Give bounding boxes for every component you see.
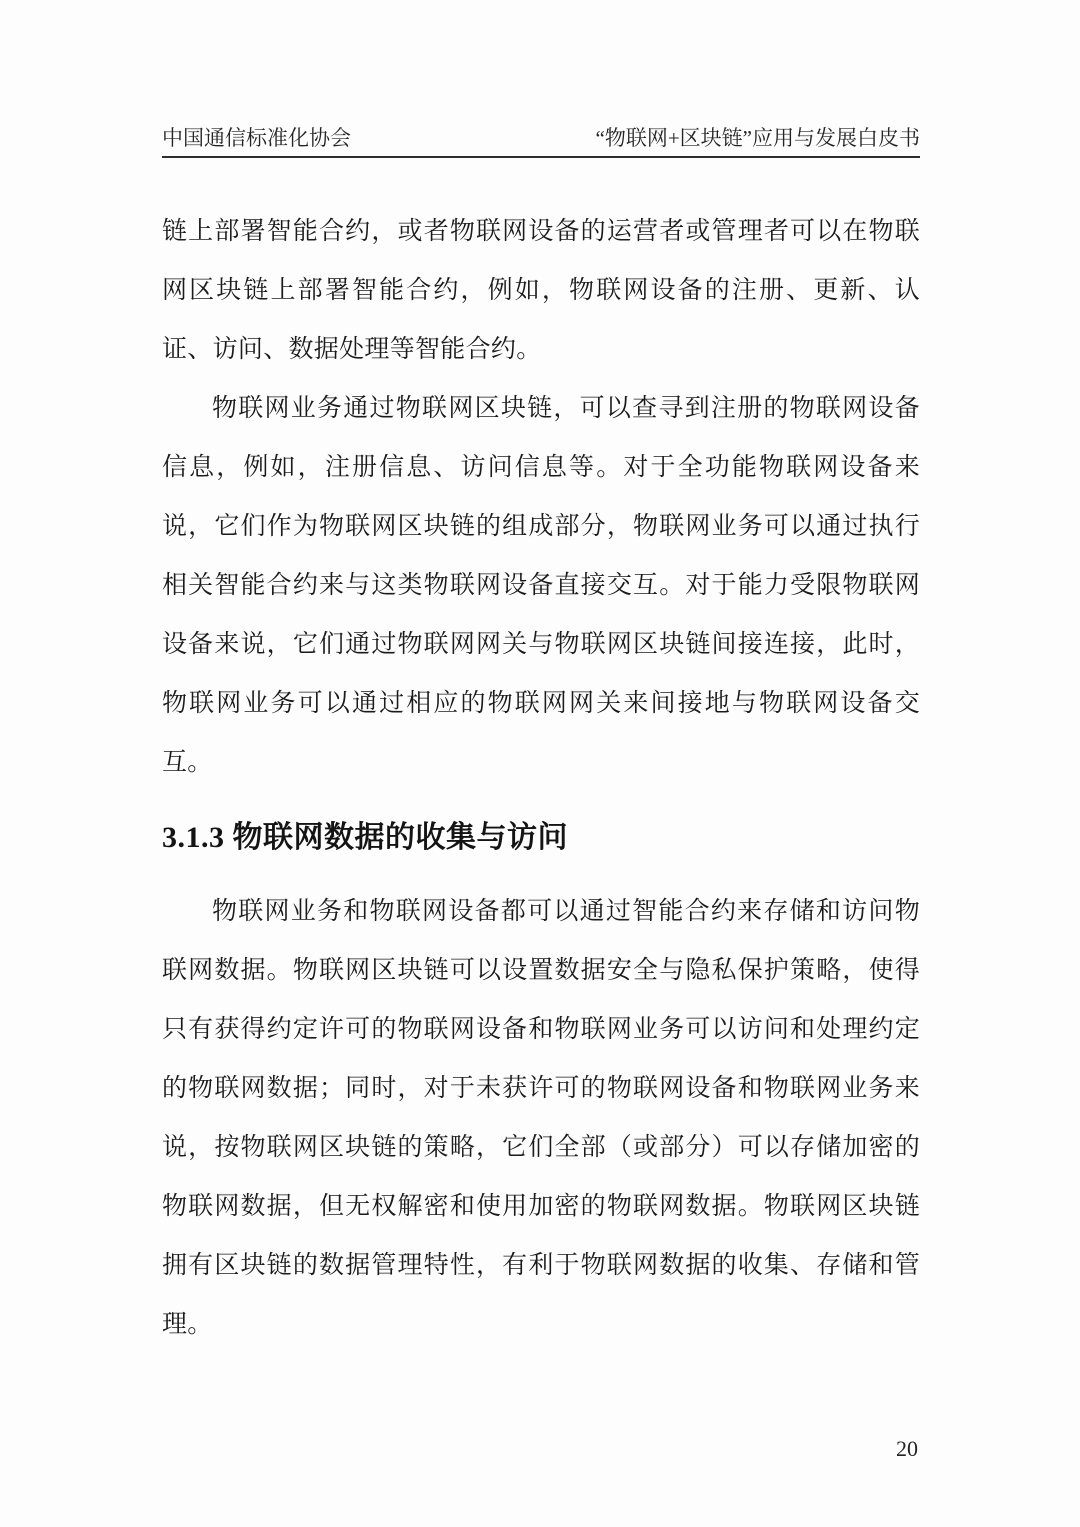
document-body [162,202,920,1354]
page-header [162,0,920,151]
paragraph-continuation: 链上部署智能合约，或者物联网设备的运营者或管理者可以在物联网区块链上部署智能合约，例如，物联网设备的注册、更新、认证、访问、数据处理等智能合约。 [162,218,920,363]
page-number: 20 [896,1436,918,1461]
section-heading-3-1-3: 3.1.3 物联网数据的收集与访问 [162,821,568,854]
header-rule [162,156,920,158]
header-left-text: 中国通信标准化协会 [162,126,351,150]
header-right-text: “物联网+区块链”应用与发展白皮书 [595,126,920,150]
paragraph-iot-service-query: 物联网业务通过物联网区块链，可以查寻到注册的物联网设备信息，例如，注册信息、访问信息等。对于全功能物联网设备来说，它们作为物联网区块链的组成部分，物联网业务可以通过执行相关智能合约来与这类物联网设备直接交互。对于能力受限物联网设备来说，它们通过物联网网关与物联网区块链间接连接，此时，物联网业务可以通过相应的物联网网关来间接地与物联网设备交互。 [162,395,920,776]
page-content [162,0,920,1354]
paragraph-data-collection-access: 物联网业务和物联网设备都可以通过智能合约来存储和访问物联网数据。物联网区块链可以设置数据安全与隐私保护策略，使得只有获得约定许可的物联网设备和物联网业务可以访问和处理约定的物联网数据；同时，对于未获许可的物联网设备和物联网业务来说，按物联网区块链的策略，它们全部（或部分）可以存储加密的物联网数据，但无权解密和使用加密的物联网数据。物联网区块链拥有区块链的数据管理特性，有利于物联网数据的收集、存储和管理。 [162,898,920,1338]
